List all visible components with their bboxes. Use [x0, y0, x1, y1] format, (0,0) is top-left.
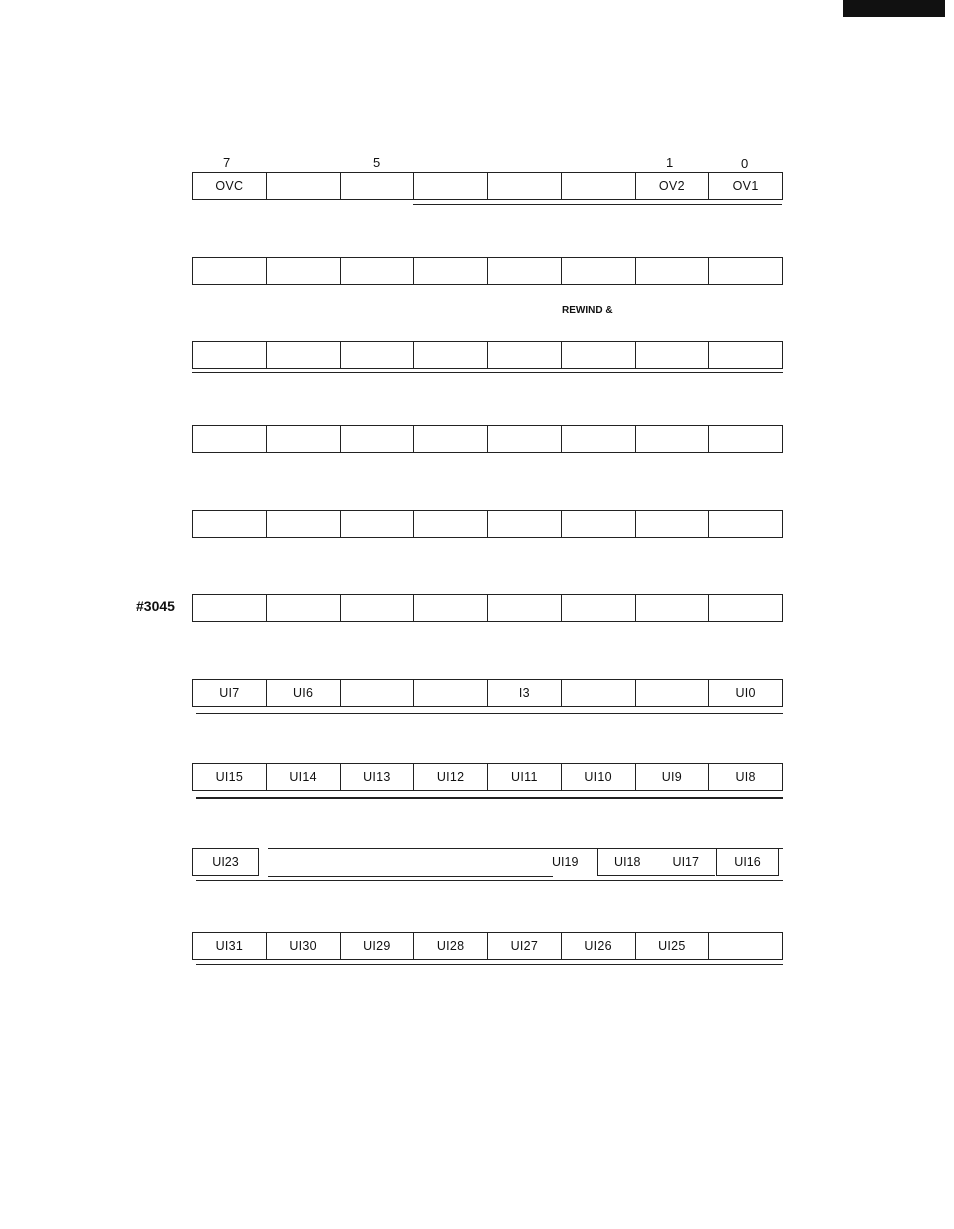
register-row-6 [192, 594, 783, 622]
register-row-3 [192, 341, 783, 369]
bit-cell-ui16: UI16 [716, 848, 779, 876]
bit-cell-0 [709, 594, 783, 622]
bit-cell-6 [267, 510, 341, 538]
bit-cell-6 [267, 425, 341, 453]
row-8-rule [196, 797, 783, 799]
bit-cell-6 [267, 341, 341, 369]
row-7-rule [196, 713, 783, 714]
register-row-10 [192, 932, 783, 960]
bit-cell-3 [488, 257, 562, 285]
bit-label-ui19: UI19 [552, 855, 579, 869]
bit-cell-1: OV2 [636, 172, 710, 200]
bit-cell-0 [709, 257, 783, 285]
bit-cell-5: UI29 [341, 932, 415, 960]
register-row-8 [192, 763, 783, 791]
bit-cell-2 [562, 172, 636, 200]
bit-cell-1 [636, 679, 710, 707]
bit-cell-2 [562, 679, 636, 707]
bit-cell-5: UI13 [341, 763, 415, 791]
bit-cell-3 [488, 425, 562, 453]
bit-cell-2 [562, 594, 636, 622]
bit-cell-1: UI25 [636, 932, 710, 960]
bit-cell-5 [341, 257, 415, 285]
bit-cell-6: UI30 [267, 932, 341, 960]
bit-cell-3: UI11 [488, 763, 562, 791]
bit-cell-pair-ui18-ui17 [597, 848, 715, 876]
bit-cell-4: UI28 [414, 932, 488, 960]
bit-cell-1 [636, 594, 710, 622]
bit-cell-4: UI12 [414, 763, 488, 791]
corner-black-mark [843, 0, 945, 17]
bit-cell-1 [636, 510, 710, 538]
bit-cell-4 [414, 679, 488, 707]
bit-cell-1: UI9 [636, 763, 710, 791]
bit-cell-7 [192, 257, 267, 285]
bit-cell-6 [267, 172, 341, 200]
rewind-note: REWIND & [562, 305, 613, 316]
bit-cell-6: UI6 [267, 679, 341, 707]
bit-cell-0 [709, 425, 783, 453]
register-row-2 [192, 257, 783, 285]
bit-cell-4 [414, 425, 488, 453]
bit-cell-2 [562, 257, 636, 285]
bit-cell-6 [267, 257, 341, 285]
bit-cell-2: UI10 [562, 763, 636, 791]
bit-cell-5 [341, 594, 415, 622]
row-1-rule [413, 204, 782, 205]
bit-cell-5 [341, 510, 415, 538]
register-row-1 [192, 172, 783, 200]
bit-cell-0: UI0 [709, 679, 783, 707]
row-10-rule [196, 964, 783, 965]
bit-cell-7: UI7 [192, 679, 267, 707]
row-9-mid-rule [268, 876, 553, 877]
bit-cell-5 [341, 172, 415, 200]
bit-cell-5 [341, 679, 415, 707]
bit-cell-1 [636, 257, 710, 285]
bit-cell-0 [709, 510, 783, 538]
bit-cell-0: UI8 [709, 763, 783, 791]
bit-cell-3 [488, 172, 562, 200]
bit-cell-1 [636, 425, 710, 453]
bit-number-1: 1 [666, 155, 674, 170]
bit-cell-3: I3 [488, 679, 562, 707]
bit-number-7: 7 [223, 155, 231, 170]
bit-cell-4 [414, 257, 488, 285]
bit-cell-3: UI27 [488, 932, 562, 960]
row-9-rule [196, 880, 783, 881]
bit-cell-3 [488, 510, 562, 538]
bit-cell-4 [414, 172, 488, 200]
bit-cell-4 [414, 341, 488, 369]
parameter-number: #3045 [136, 598, 175, 614]
register-row-7 [192, 679, 783, 707]
bit-cell-0 [709, 932, 783, 960]
bit-cell-0: OV1 [709, 172, 783, 200]
bit-cell-7: UI15 [192, 763, 267, 791]
bit-cell-4 [414, 510, 488, 538]
bit-cell-0 [709, 341, 783, 369]
bit-cell-7 [192, 425, 267, 453]
bit-cell-7: OVC [192, 172, 267, 200]
bit-cell-7 [192, 510, 267, 538]
bit-cell-2 [562, 425, 636, 453]
register-row-5 [192, 510, 783, 538]
bit-cell-4 [414, 594, 488, 622]
bit-cell-3 [488, 341, 562, 369]
bit-cell-6: UI14 [267, 763, 341, 791]
bit-cell-2 [562, 341, 636, 369]
bit-cell-1 [636, 341, 710, 369]
register-row-4 [192, 425, 783, 453]
bit-label-ui18: UI18 [614, 855, 641, 869]
bit-cell-ui23: UI23 [192, 848, 259, 876]
bit-cell-3 [488, 594, 562, 622]
bit-number-0: 0 [741, 156, 749, 171]
bit-cell-2: UI26 [562, 932, 636, 960]
bit-label-ui17: UI17 [672, 855, 699, 869]
bit-cell-5 [341, 425, 415, 453]
bit-cell-6 [267, 594, 341, 622]
bit-cell-5 [341, 341, 415, 369]
bit-cell-7 [192, 594, 267, 622]
bit-number-5: 5 [373, 155, 381, 170]
bit-cell-7 [192, 341, 267, 369]
bit-cell-7: UI31 [192, 932, 267, 960]
row-3-rule [192, 372, 783, 373]
bit-cell-2 [562, 510, 636, 538]
